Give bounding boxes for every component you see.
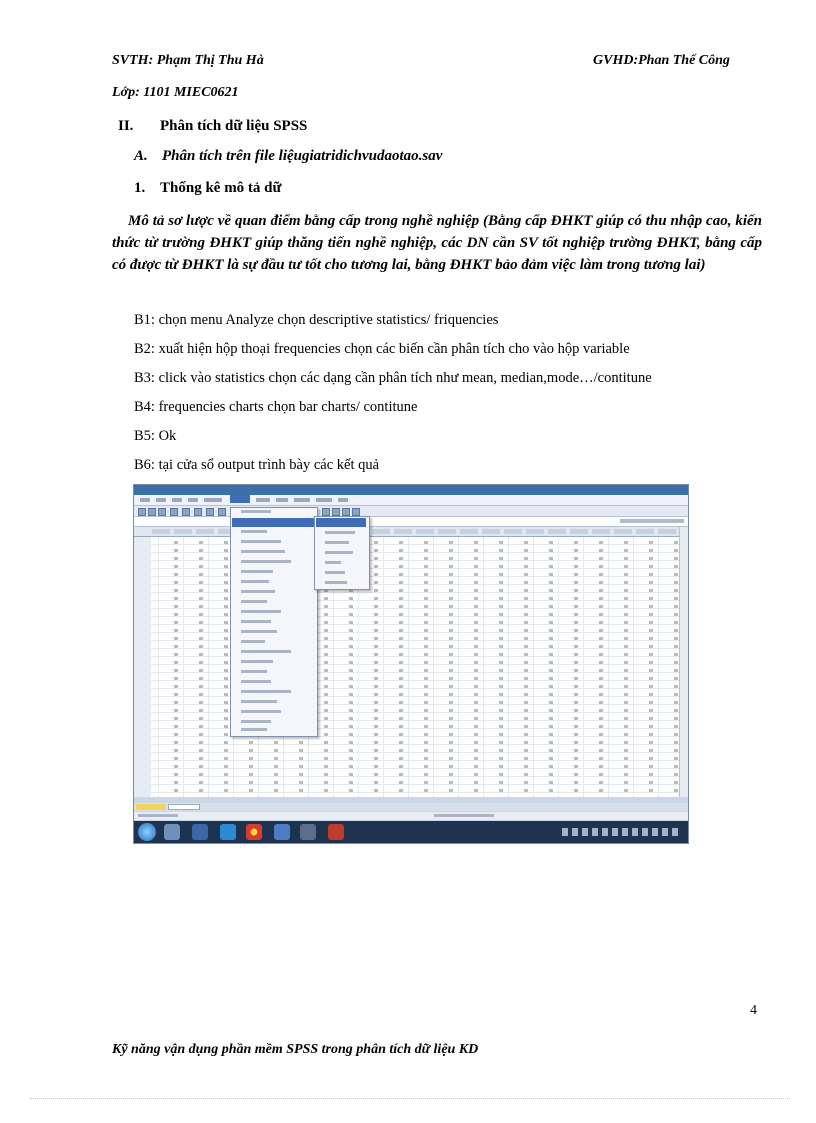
step-1: B1: chọn menu Analyze chọn descriptive statistics/ friquencies bbox=[134, 312, 499, 328]
screenshot-view-tabs bbox=[134, 803, 688, 811]
screenshot-titlebar bbox=[134, 485, 688, 495]
subsection-letter: A. bbox=[134, 148, 148, 164]
spss-screenshot bbox=[133, 484, 689, 844]
section-roman: II. bbox=[118, 118, 134, 134]
footer-divider bbox=[30, 1098, 790, 1099]
screenshot-data-grid bbox=[134, 527, 688, 797]
screenshot-statusbar bbox=[134, 812, 688, 820]
subsubsection-number: 1. bbox=[134, 180, 146, 196]
page-number: 4 bbox=[750, 1003, 757, 1018]
subsubsection-title: Thống kê mô tả dữ bbox=[160, 180, 282, 196]
screenshot-menubar bbox=[134, 495, 688, 506]
step-6: B6: tại cửa sổ output trình bày các kết quả bbox=[134, 457, 380, 473]
step-3: B3: click vào statistics chọn các dạng cần phân tích như mean, median,mode…/contitune bbox=[134, 370, 652, 386]
header-class: Lớp: 1101 MIEC0621 bbox=[112, 85, 239, 100]
screenshot-descriptive-submenu bbox=[314, 516, 370, 590]
screenshot-analyze-menu bbox=[230, 507, 318, 737]
description-paragraph: Mô tả sơ lược về quan điểm bằng cấp trong nghề nghiệp (Bằng cấp ĐHKT giúp có thu nhập cao, kiến thức từ trường ĐHKT giúp thăng tiến nghề nghiệp, các DN cần SV tốt nghiệp trường ĐHKT, bằng cấp có được từ ĐHKT là sự đầu tư tốt cho tương lai, bằng ĐHKT bảo đảm việc làm trong tương lai) bbox=[112, 213, 762, 273]
footer-text: Kỹ năng vận dụng phần mềm SPSS trong phân tích dữ liệu KD bbox=[112, 1042, 479, 1057]
screenshot-cellbar bbox=[134, 517, 688, 527]
section-title: Phân tích dữ liệu SPSS bbox=[160, 118, 308, 134]
header-student: SVTH: Phạm Thị Thu Hà bbox=[112, 53, 264, 68]
step-4: B4: frequencies charts chọn bar charts/ contitune bbox=[134, 399, 418, 415]
screenshot-toolbar bbox=[134, 506, 688, 517]
subsection-title: Phân tích trên file liệugiatridichvudaotao.sav bbox=[162, 148, 443, 164]
step-2: B2: xuất hiện hộp thoại frequencies chọn các biến cần phân tích cho vào hộp variable bbox=[134, 341, 630, 357]
header-advisor: GVHD:Phan Thế Công bbox=[593, 53, 730, 68]
step-5: B5: Ok bbox=[134, 428, 177, 444]
screenshot-taskbar bbox=[134, 821, 688, 843]
